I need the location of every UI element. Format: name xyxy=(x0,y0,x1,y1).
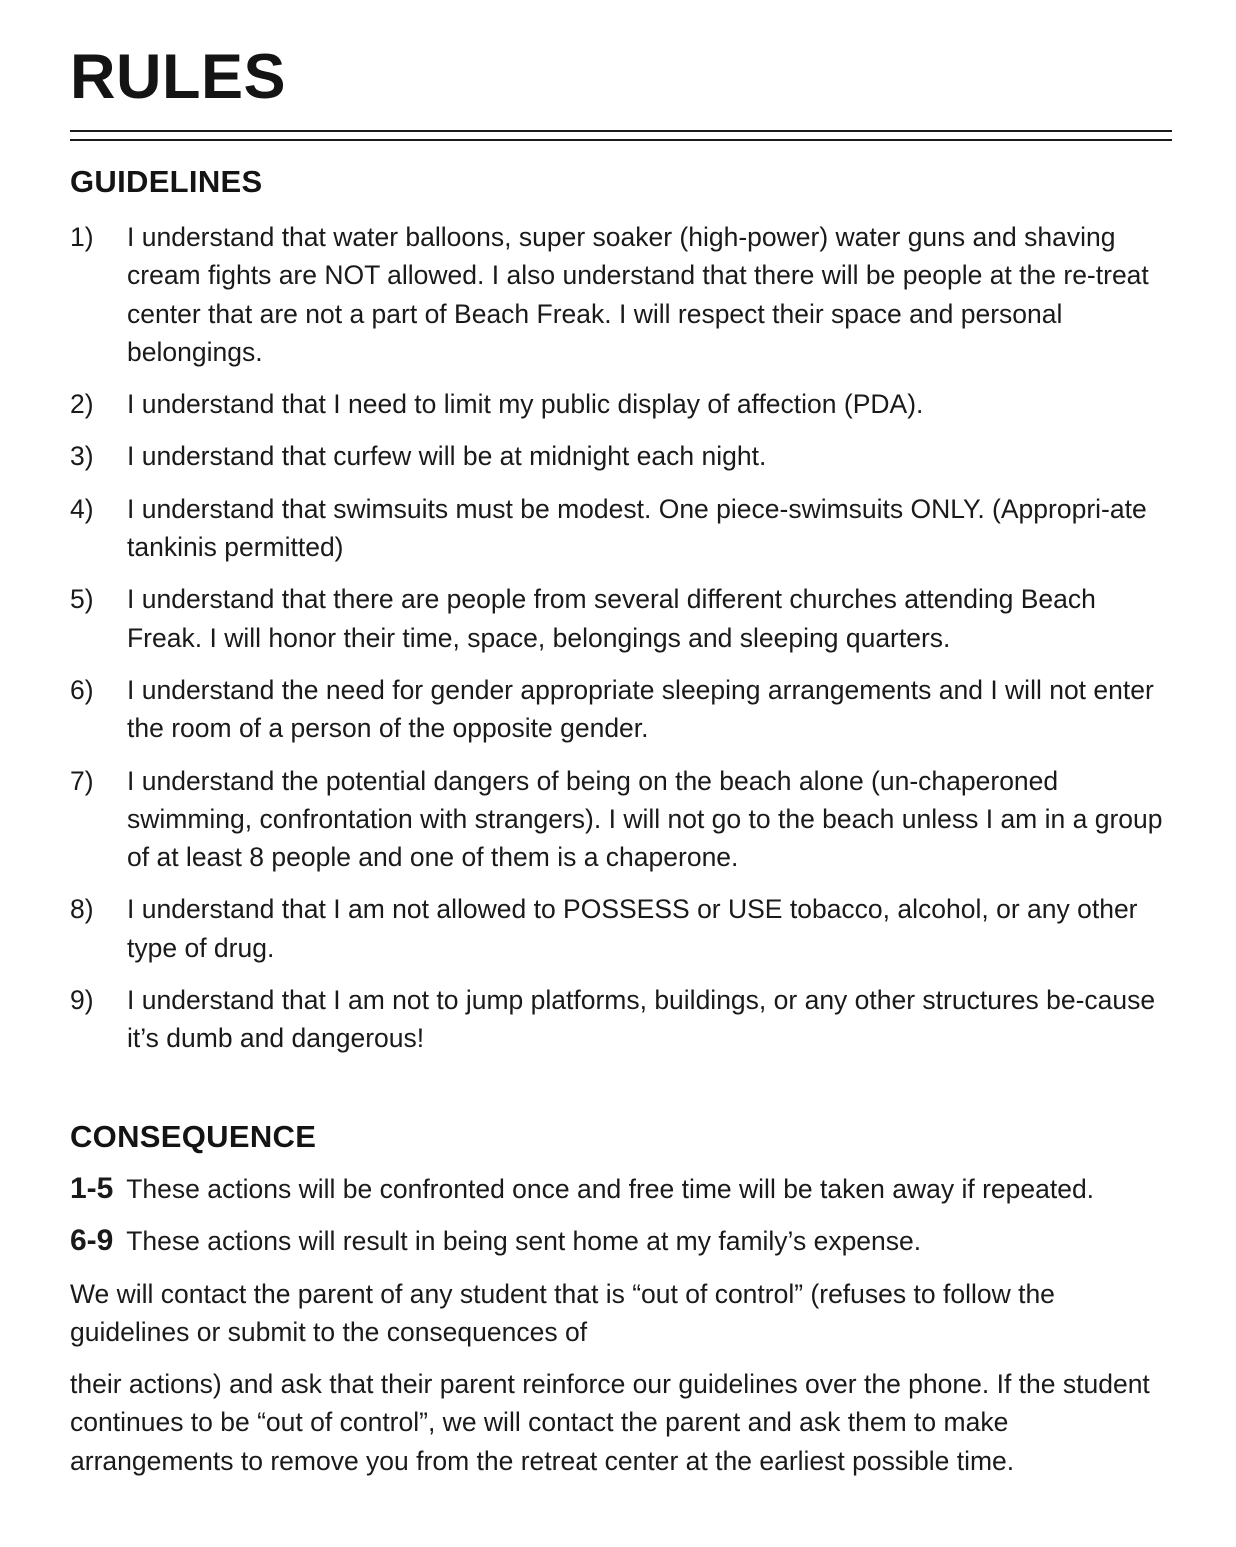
consequence-line-6-9 xyxy=(70,1222,1172,1260)
guideline-text: I understand the need for gender appropriate sleeping arrangements and I will not enter the room of a person of the opposite gender. xyxy=(127,674,1154,744)
guideline-text: I understand that there are people from several different churches attending Beach Freak. I will honor their time, space, belongings and sleeping quarters. xyxy=(127,584,1096,653)
guideline-item-6 xyxy=(70,671,1172,748)
guideline-number: 4) xyxy=(70,493,94,524)
title-double-rule xyxy=(70,130,1172,141)
guideline-item-2 xyxy=(70,385,1172,423)
guideline-text: I understand that I need to limit my public display of affection (PDA). xyxy=(127,389,924,420)
guideline-number: 7) xyxy=(70,765,94,796)
guideline-number: 8) xyxy=(70,894,94,925)
guideline-text: I understand that curfew will be at midnight each night. xyxy=(127,441,767,472)
guideline-item-5 xyxy=(70,580,1172,657)
guideline-text: I understand that I am not to jump platforms, buildings, or any other structures be-cause it’s dumb and dangerous! xyxy=(127,985,1156,1054)
consequence-range: 1-5 xyxy=(70,1172,114,1205)
guideline-text: I understand that swimsuits must be modest. One piece-swimsuits ONLY. (Appropri-ate tankinis permitted) xyxy=(127,493,1147,563)
guideline-number: 5) xyxy=(70,584,94,615)
consequence-text: These actions will be confronted once and free time will be taken away if repeated. xyxy=(126,1174,1095,1204)
out-of-control-paragraph-2: their actions) and ask that their parent reinforce our guidelines over the phone. If the student continues to be “out of control”, we will contact the parent and ask them to make arrangements to remove you from the retreat center at the earliest possible time. xyxy=(70,1369,1150,1476)
guideline-item-3 xyxy=(70,437,1172,475)
guideline-item-9 xyxy=(70,981,1172,1058)
guideline-number: 6) xyxy=(70,674,94,705)
guideline-item-8 xyxy=(70,890,1172,967)
guideline-number: 1) xyxy=(70,222,94,252)
guideline-number: 2) xyxy=(70,389,94,420)
guideline-text: I understand that I am not allowed to POSSESS or USE tobacco, alcohol, or any other type of drug. xyxy=(127,894,1138,963)
guideline-item-4 xyxy=(70,490,1172,567)
out-of-control-paragraph-1: We will contact the parent of any student that is “out of control” (refuses to follow the guidelines or submit to the consequences of xyxy=(70,1278,1055,1347)
page-title: RULES xyxy=(70,42,287,112)
consequence-text: These actions will result in being sent home at my family’s expense. xyxy=(126,1226,922,1257)
guideline-number: 9) xyxy=(70,985,94,1016)
guidelines-heading: GUIDELINES xyxy=(70,164,263,199)
guideline-text: I understand that water balloons, super soaker (high-power) water guns and shaving cream fights are NOT allowed. I also understand that there will be people at the re-treat center that are not a part of Beach Freak. I will respect their space and personal belongings. xyxy=(127,222,1149,367)
consequence-heading: CONSEQUENCE xyxy=(70,1119,317,1154)
consequence-range: 6-9 xyxy=(70,1224,114,1258)
consequence-block xyxy=(70,1170,1172,1494)
consequence-line-1-5 xyxy=(70,1170,1172,1208)
guideline-item-7 xyxy=(70,762,1172,877)
guideline-number: 3) xyxy=(70,441,94,472)
guideline-text: I understand the potential dangers of being on the beach alone (un-chaperoned swimming, confrontation with strangers). I will not go to the beach unless I am in a group of at least 8 people and one of them is a chaperone. xyxy=(127,765,1163,873)
guideline-item-1 xyxy=(70,218,1172,371)
guideline-list xyxy=(70,218,1172,1072)
